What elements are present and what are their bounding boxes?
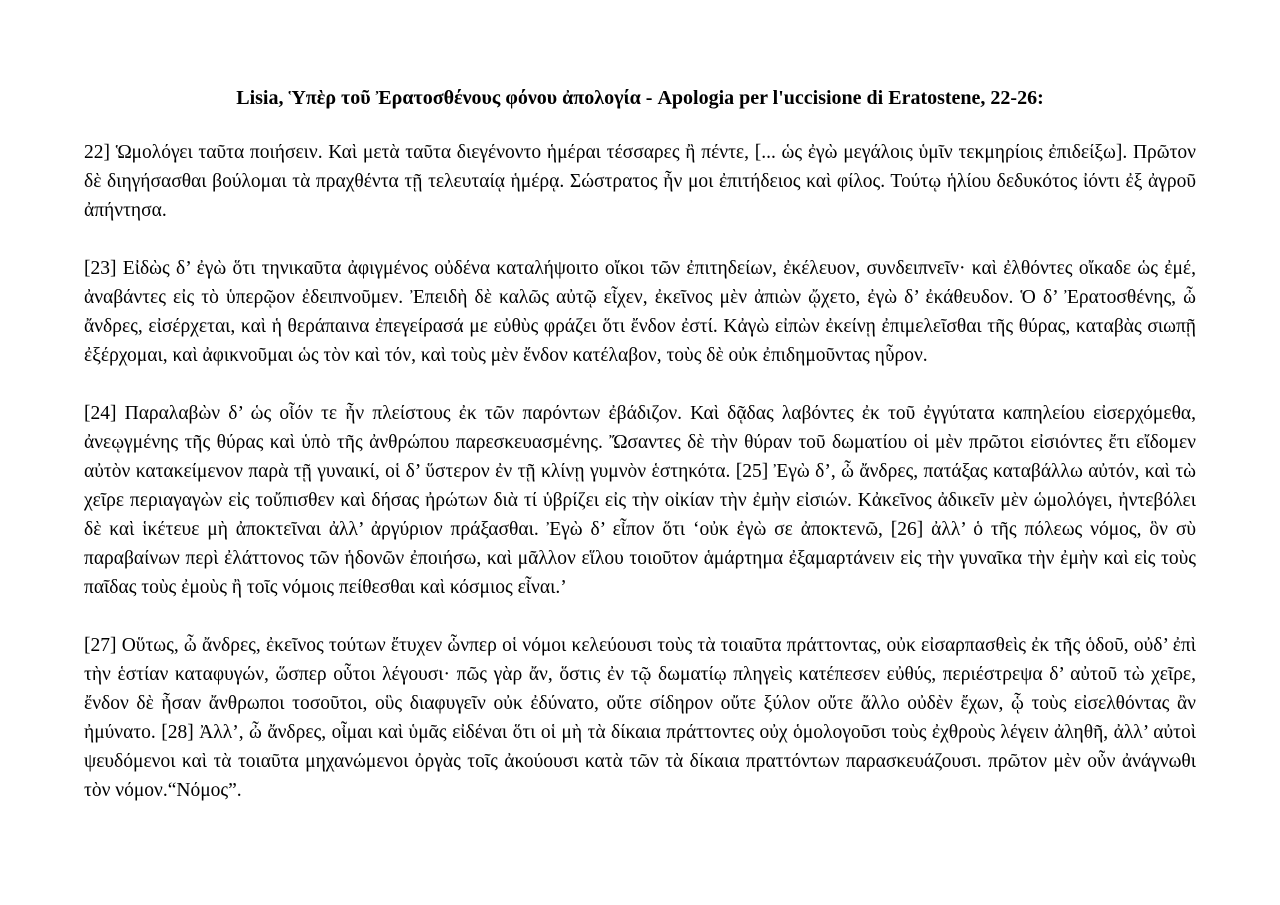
paragraph-section-23: [23] Εἰδὼς δ’ ἐγὼ ὅτι τηνικαῦτα ἀφιγμένος οὐδένα καταλήψοιτο οἴκοι τῶν ἐπιτηδείων, ἐκέλευον, συνδειπνεῖν· καὶ ἐλθόντες οἴκαδε ὡς ἐμέ, ἀναβάντες εἰς τὸ ὑπερῷον ἐδειπνοῦμεν. Ἐπειδὴ δὲ καλῶς αὐτῷ εἶχεν, ἐκεῖνος μὲν ἀπιὼν ᾤχετο, ἐγὼ δ’ ἐκάθευδον. Ὁ δ’ Ἐρατοσθένης, ὦ ἄνδρες, εἰσέρχεται, καὶ ἡ θεράπαινα ἐπεγείρασά με εὐθὺς φράζει ὅτι ἔνδον ἐστί. Κἀγὼ εἰπὼν ἐκείνῃ ἐπιμελεῖσθαι τῆς θύρας, καταβὰς σιωπῇ ἐξέρχομαι, καὶ ἀφικνοῦμαι ὡς τὸν καὶ τόν, καὶ τοὺς μὲν ἔνδον κατέλαβον, τοὺς δὲ οὐκ ἐπιδημοῦντας ηὗρον. (84, 258, 1196, 366)
paragraph-section-22: 22] Ὡμολόγει ταῦτα ποιήσειν. Καὶ μετὰ ταῦτα διεγένοντο ἡμέραι τέσσαρες ἢ πέντε, [... ὡς ἐγὼ μεγάλοις ὑμῖν τεκμηρίοις ἐπιδείξω]. Πρῶτον δὲ διηγήσασθαι βούλομαι τὰ πραχθέντα τῇ τελευταίᾳ ἡμέρᾳ. Σώστρατος ἦν μοι ἐπιτήδειος καὶ φίλος. Τούτῳ ἡλίου δεδυκότος ἰόντι ἐξ ἀγροῦ ἀπήντησα. (84, 142, 1196, 221)
paragraph-sections-27-28: [27] Οὕτως, ὦ ἄνδρες, ἐκεῖνος τούτων ἔτυχεν ὧνπερ οἱ νόμοι κελεύουσι τοὺς τὰ τοιαῦτα πράττοντας, οὐκ εἰσαρπασθεὶς ἐκ τῆς ὁδοῦ, οὐδ’ ἐπὶ τὴν ἑστίαν καταφυγών, ὥσπερ οὗτοι λέγουσι· πῶς γὰρ ἄν, ὅστις ἐν τῷ δωματίῳ πληγεὶς κατέπεσεν εὐθύς, περιέστρεψα δ’ αὐτοῦ τὼ χεῖρε, ἔνδον δὲ ἦσαν ἄνθρωποι τοσοῦτοι, οὓς διαφυγεῖν οὐκ ἐδύνατο, οὔτε σίδηρον οὔτε ξύλον οὔτε ἄλλο οὐδὲν ἔχων, ᾧ τοὺς εἰσελθόντας ἂν ἠμύνατο. [28] Ἀλλ’, ὦ ἄνδρες, οἶμαι καὶ ὑμᾶς εἰδέναι ὅτι οἱ μὴ τὰ δίκαια πράττοντες οὐχ ὁμολογοῦσι τοὺς ἐχθροὺς λέγειν ἀληθῆ, ἀλλ’ αὐτοὶ ψευδόμενοι καὶ τὰ τοιαῦτα μηχανώμενοι ὀργὰς τοῖς ἀκούουσι κατὰ τῶν τὰ δίκαια πραττόντων παρασκευάζουσι. πρῶτον μὲν οὖν ἀνάγνωθι τὸν νόμον.“Νόμος”. (84, 635, 1196, 801)
paragraph-sections-24-26: [24] Παραλαβὼν δ’ ὡς οἷόν τε ἦν πλείστους ἐκ τῶν παρόντων ἐβάδιζον. Καὶ δᾷδας λαβόντες ἐκ τοῦ ἐγγύτατα καπηλείου εἰσερχόμεθα, ἀνεῳγμένης τῆς θύρας καὶ ὑπὸ τῆς ἀνθρώπου παρεσκευασμένης. Ὤσαντες δὲ τὴν θύραν τοῦ δωματίου οἱ μὲν πρῶτοι εἰσιόντες ἔτι εἴδομεν αὐτὸν κατακείμενον παρὰ τῇ γυναικί, οἱ δ’ ὕστερον ἐν τῇ κλίνῃ γυμνὸν ἑστηκότα. [25] Ἐγὼ δ’, ὦ ἄνδρες, πατάξας καταβάλλω αὐτόν, καὶ τὼ χεῖρε περιαγαγὼν εἰς τοὔπισθεν καὶ δήσας ἠρώτων διὰ τί ὑβρίζει εἰς τὴν οἰκίαν τὴν ἐμὴν εἰσιών. Κἀκεῖνος ἀδικεῖν μὲν ὡμολόγει, ἠντεβόλει δὲ καὶ ἱκέτευε μὴ ἀποκτεῖναι ἀλλ’ ἀργύριον πράξασθαι. Ἐγὼ δ’ εἶπον ὅτι ‘οὐκ ἐγὼ σε ἀποκτενῶ, [26] ἀλλ’ ὁ τῆς πόλεως νόμος, ὃν σὺ παραβαίνων περὶ ἐλάττονος τῶν ἡδονῶν ἐποιήσω, καὶ μᾶλλον εἵλου τοιοῦτον ἁμάρτημα ἐξαμαρτάνειν εἰς τὴν γυναῖκα τὴν ἐμὴν καὶ εἰς τοὺς παῖδας τοὺς ἐμοὺς ἢ τοῖς νόμοις πείθεσθαι καὶ κόσμιος εἶναι.’ (84, 403, 1196, 598)
document-title: Lisia, Ὑπὲρ τοῦ Ἐρατοσθένους φόνου ἀπολογία - Apologia per l'uccisione di Eratostene, 22-26: (236, 87, 1044, 109)
